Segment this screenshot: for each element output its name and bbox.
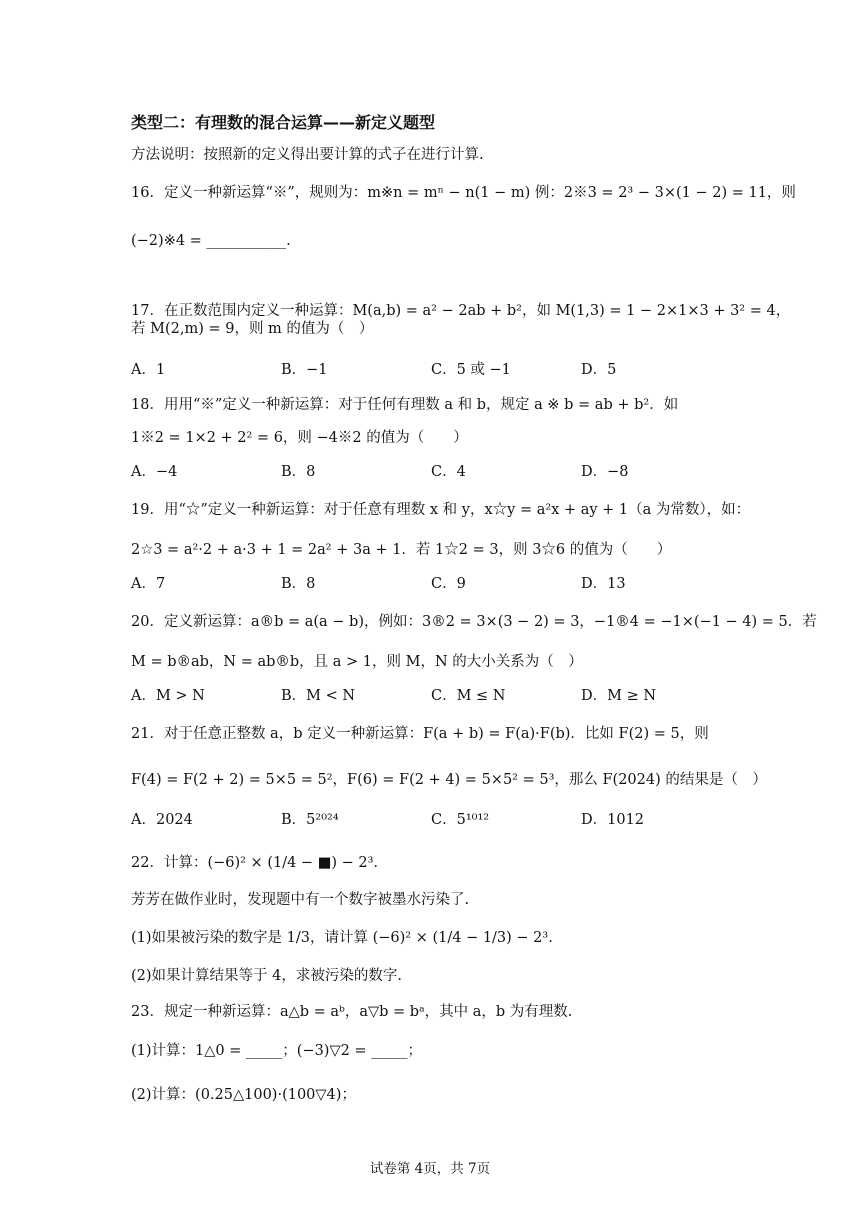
method-note: 方法说明：按照新的定义得出要计算的式子在进行计算. (131, 147, 484, 163)
q17-options (131, 360, 771, 380)
q20-line1: 20．定义新运算：a®b = a(a − b)，例如：3®2 = 3×(3 − 2) = 3，−1®4 = −1×(−1 − 4) = 5．若 (131, 614, 817, 630)
q21-option-d: D．1012 (581, 812, 645, 828)
q19-option-b: B．8 (281, 576, 316, 592)
q21-option-b: B．5²⁰²⁴ (281, 812, 339, 828)
q17-option-a: A．1 (131, 362, 166, 378)
q23-line3: (2)计算：(0.25△100)·(100▽4)； (131, 1087, 356, 1103)
q17-line2: 若 M(2,m) = 9，则 m 的值为（ ） (131, 321, 374, 337)
q18-line2: 1※2 = 1×2 + 2² = 6，则 −4※2 的值为（ ） (131, 430, 468, 446)
q22-line4: (2)如果计算结果等于 4，求被污染的数字. (131, 968, 402, 984)
q17-option-d: D．5 (581, 362, 617, 378)
q17-option-c: C．5 或 −1 (431, 362, 511, 378)
q18-options (131, 462, 771, 482)
q20-option-d: D．M ≥ N (581, 688, 657, 704)
q18-line1: 18．用用“※”定义一种新运算：对于任何有理数 a 和 b，规定 a ※ b = ab + b²．如 (131, 397, 679, 413)
q16-line1: 16．定义一种新运算“※”，规则为：m※n = mⁿ − n(1 − m) 例：2※3 = 2³ − 3×(1 − 2) = 11，则 (131, 185, 796, 201)
q21-option-c: C．5¹⁰¹² (431, 812, 490, 828)
q17-option-b: B．−1 (281, 362, 328, 378)
q23-line2: (1)计算：1△0 = _____；(−3)▽2 = _____； (131, 1043, 422, 1059)
q21-option-a: A．2024 (131, 812, 193, 828)
section-title: 类型二：有理数的混合运算——新定义题型 (131, 113, 436, 132)
q19-option-a: A．7 (131, 576, 166, 592)
q19-options (131, 574, 771, 594)
q18-option-a: A．−4 (131, 464, 178, 480)
q19-line2: 2☆3 = a²·2 + a·3 + 1 = 2a² + 3a + 1．若 1☆2 = 3，则 3☆6 的值为（ ） (131, 542, 672, 558)
q23-line1: 23．规定一种新运算：a△b = aᵇ，a▽b = bᵃ，其中 a，b 为有理数. (131, 1004, 573, 1020)
q19-option-d: D．13 (581, 576, 626, 592)
q19-line1: 19．用“☆”定义一种新运算：对于任意有理数 x 和 y，x☆y = a²x + ay + 1（a 为常数），如： (131, 502, 751, 518)
q20-option-b: B．M < N (281, 688, 356, 704)
q20-options (131, 686, 771, 706)
q22-line2: 芳芳在做作业时，发现题中有一个数字被墨水污染了. (131, 892, 470, 908)
page-footer: 试卷第 4页，共 7页 (369, 1161, 491, 1177)
q21-line2: F(4) = F(2 + 2) = 5×5 = 5²，F(6) = F(2 + 4) = 5×5² = 5³，那么 F(2024) 的结果是（ ） (131, 772, 767, 788)
q20-option-c: C．M ≤ N (431, 688, 506, 704)
q18-option-c: C．4 (431, 464, 466, 480)
q21-options (131, 810, 771, 830)
q20-line2: M = b®ab，N = ab®b，且 a > 1，则 M，N 的大小关系为（ ） (131, 654, 583, 670)
q22-line1: 22．计算：(−6)² × (1/4 − ■) − 2³． (131, 855, 388, 871)
q22-line3: (1)如果被污染的数字是 1/3，请计算 (−6)² × (1/4 − 1/3) − 2³. (131, 930, 553, 946)
q18-option-d: D．−8 (581, 464, 629, 480)
q18-option-b: B．8 (281, 464, 316, 480)
q19-option-c: C．9 (431, 576, 466, 592)
q20-option-a: A．M > N (131, 688, 205, 704)
q17-line1: 17．在正数范围内定义一种运算：M(a,b) = a² − 2ab + b²，如 M(1,3) = 1 − 2×1×3 + 3² = 4， (131, 303, 791, 319)
q16-line2: (−2)※4 = ___________. (131, 233, 291, 249)
q21-line1: 21．对于任意正整数 a，b 定义一种新运算：F(a + b) = F(a)·F(b)．比如 F(2) = 5，则 (131, 726, 709, 742)
